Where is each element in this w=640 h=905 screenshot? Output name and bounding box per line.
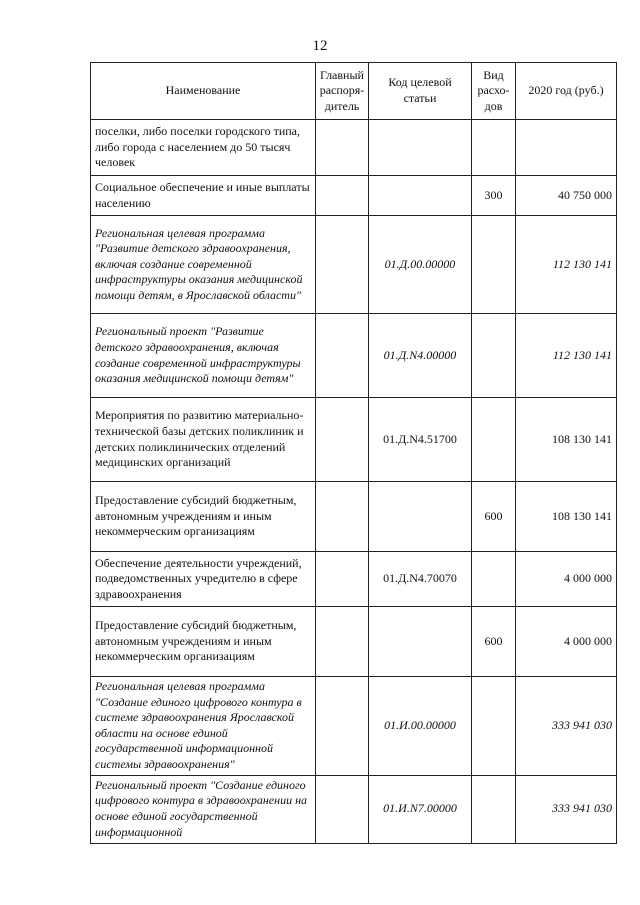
row-name: Региональный проект "Развитие детского здравоохранения, включая создание современной инфраструктуры оказания медицинской помощи детям"	[91, 314, 316, 398]
row-admin	[316, 216, 369, 314]
row-name: поселки, либо поселки городского типа, либо города с населением до 50 тысяч человек	[91, 120, 316, 176]
row-admin	[316, 607, 369, 677]
row-code	[369, 482, 472, 552]
row-type: 600	[472, 482, 516, 552]
row-code: 01.Д.N4.51700	[369, 398, 472, 482]
row-code: 01.Д.00.00000	[369, 216, 472, 314]
row-amount: 108 130 141	[516, 398, 617, 482]
row-type	[472, 552, 516, 607]
row-code	[369, 607, 472, 677]
header-name: Наименование	[91, 63, 316, 120]
table-header-row	[91, 63, 617, 120]
row-amount: 112 130 141	[516, 216, 617, 314]
row-admin	[316, 677, 369, 776]
row-type: 300	[472, 176, 516, 216]
row-admin	[316, 120, 369, 176]
row-amount: 4 000 000	[516, 552, 617, 607]
row-amount: 108 130 141	[516, 482, 617, 552]
row-type: 600	[472, 607, 516, 677]
table-row	[91, 677, 617, 776]
row-name: Мероприятия по развитию материально-технической базы детских поликлиник и детских поликлинических отделений медицинских организаций	[91, 398, 316, 482]
row-admin	[316, 775, 369, 843]
table-row	[91, 398, 617, 482]
table-row	[91, 482, 617, 552]
table-row	[91, 120, 617, 176]
row-admin	[316, 176, 369, 216]
row-type	[472, 677, 516, 776]
row-code: 01.И.00.00000	[369, 677, 472, 776]
row-amount: 333 941 030	[516, 677, 617, 776]
row-code: 01.Д.N4.00000	[369, 314, 472, 398]
row-amount	[516, 120, 617, 176]
header-amount: 2020 год (руб.)	[516, 63, 617, 120]
row-name: Обеспечение деятельности учреждений, подведомственных учредителю в сфере здравоохранения	[91, 552, 316, 607]
row-name: Социальное обеспечение и иные выплаты населению	[91, 176, 316, 216]
row-code: 01.И.N7.00000	[369, 775, 472, 843]
row-type	[472, 216, 516, 314]
row-type	[472, 314, 516, 398]
row-amount: 40 750 000	[516, 176, 617, 216]
row-amount: 4 000 000	[516, 607, 617, 677]
row-code	[369, 120, 472, 176]
row-amount: 112 130 141	[516, 314, 617, 398]
row-name: Региональная целевая программа "Создание единого цифрового контура в системе здравоохранения Ярославской области на основе единой государственной информационной системы здравоохранения"	[91, 677, 316, 776]
row-admin	[316, 482, 369, 552]
row-name: Предоставление субсидий бюджетным, автономным учреждениям и иным некоммерческим организациям	[91, 607, 316, 677]
row-name: Региональный проект "Создание единого цифрового контура в здравоохранении на основе единой государственной информационной	[91, 775, 316, 843]
row-admin	[316, 398, 369, 482]
row-admin	[316, 552, 369, 607]
table-row	[91, 176, 617, 216]
row-admin	[316, 314, 369, 398]
table-row	[91, 607, 617, 677]
table-row	[91, 775, 617, 843]
row-type	[472, 775, 516, 843]
row-code	[369, 176, 472, 216]
header-admin: Главный распоря-дитель	[316, 63, 369, 120]
row-type	[472, 398, 516, 482]
row-code: 01.Д.N4.70070	[369, 552, 472, 607]
table-row	[91, 216, 617, 314]
page-number: 12	[312, 38, 328, 54]
header-type: Вид расхо-дов	[472, 63, 516, 120]
budget-table	[90, 62, 617, 844]
row-type	[472, 120, 516, 176]
header-code: Код целевой статьи	[369, 63, 472, 120]
row-amount: 333 941 030	[516, 775, 617, 843]
row-name: Региональная целевая программа "Развитие детского здравоохранения, включая создание современной инфраструктуры оказания медицинской помощи детям, в Ярославской области"	[91, 216, 316, 314]
table-row	[91, 552, 617, 607]
row-name: Предоставление субсидий бюджетным, автономным учреждениям и иным некоммерческим организациям	[91, 482, 316, 552]
table-row	[91, 314, 617, 398]
